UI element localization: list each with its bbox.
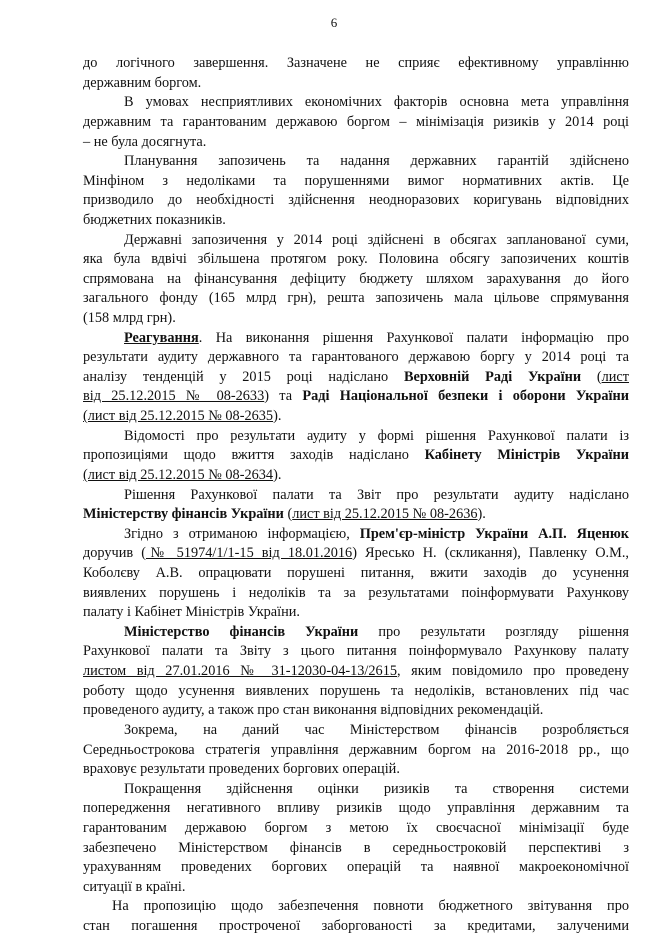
text-line: Зокрема, на даний час Міністерством фінансів розробляється: [124, 721, 629, 738]
letter-reference: (лист від 25.12.2015 № 08-2635: [83, 408, 274, 424]
text-line: державним та гарантованим державою боргом – мінімізація ризиків у 2014 році: [83, 113, 629, 130]
text-line: (лист від 25.12.2015 № 08-2634).: [83, 466, 282, 483]
recipient-name: Верховній Раді України: [403, 368, 582, 385]
text-line: призводило до необхідності здійснення неодноразових коригувань відповідних: [83, 192, 629, 209]
text-line: Міністерству фінансів України (лист від 25.12.2015 № 08-2636).: [83, 506, 486, 523]
text-line: результати аудиту державного та гарантованого державою боргу у 2014 році та: [83, 349, 629, 366]
text-line: Середньострокова стратегія управління державним боргом на 2016-2018 рр., що: [83, 741, 629, 758]
text-line: На пропозицію щодо забезпечення повноти бюджетного звітування про: [112, 898, 629, 915]
letter-reference: № 51974/1/1-15 від 18.01.2016: [145, 545, 353, 562]
letter-reference: (лист від 25.12.2015 № 08-2634: [83, 466, 274, 483]
letter-reference: листом від 27.01.2016 № 31-12030-04-13/2615: [83, 663, 397, 679]
page-number: 6: [330, 15, 338, 30]
text-line: – не була досягнута.: [83, 133, 207, 150]
text-line: листом від 27.01.2016 № 31-12030-04-13/2615, яким повідомило про проведену: [83, 663, 629, 679]
text-line: забезпечено Міністерством фінансів в середньостроковій перспективі з: [83, 839, 629, 856]
letter-reference: лист: [601, 368, 629, 385]
text-line: В умовах несприятливих економічних факторів основна мета управління: [124, 94, 629, 111]
text-line: Згідно з отриманою інформацією, Прем'єр-міністр України А.П. Яценюк: [124, 525, 629, 542]
recipient-name: Кабінету Міністрів України: [424, 447, 629, 464]
text-line: Міністерство фінансів України про результати розгляду рішення: [124, 623, 629, 640]
text-line: бюджетних показників.: [83, 211, 226, 228]
recipient-name: Міністерство фінансів України: [124, 623, 359, 640]
letter-reference: лист від 25.12.2015 № 08-2636: [292, 506, 478, 523]
text-line: Рішення Рахункової палати та Звіт про результати аудиту надіслано: [124, 486, 629, 503]
text-line: враховує результати проведених боргових операцій.: [83, 761, 400, 778]
text-line: яка була вдвічі збільшена протягом року. Половина обсягу запозичених коштів: [83, 251, 629, 268]
text-line: Рахункової палати та Звіту з цього питання поінформувало Рахункову палату: [83, 643, 629, 660]
text-line: Мінфіном з недоліками та порушеннями вимог нормативних актів. Це: [83, 172, 629, 189]
text-line: загального фонду (165 млрд грн), решта запозичень мала цільове спрямування: [83, 290, 629, 307]
text-line: урахуванням проведених боргових операцій та наявної макроекономічної: [83, 859, 629, 876]
text-line: стан погашення простроченої заборгованості за кредитами, залученими: [83, 918, 629, 934]
recipient-name: Раді Національної безпеки і оборони України: [302, 388, 629, 405]
official-name: Прем'єр-міністр України А.П. Яценюк: [359, 525, 629, 542]
text-line: державним боргом.: [83, 74, 202, 91]
text-line: Покращення здійснення оцінки ризиків та створення системи: [124, 780, 629, 797]
text-line: від 25.12.2015 № 08-2633) та Раді Національної безпеки і оборони України: [83, 388, 629, 405]
letter-reference: від 25.12.2015 № 08-2633: [83, 388, 265, 405]
text-line: Відомості про результати аудиту у формі рішення Рахункової палати із: [124, 427, 629, 444]
text-line: аналізу тенденцій у 2015 році надіслано Верховній Раді України (лист: [83, 368, 629, 385]
text-line: роботу щодо усунення виявлених порушень та недоліків, встановлених під час: [83, 682, 629, 699]
text-line: Реагування. На виконання рішення Рахункової палати інформацію про: [124, 329, 629, 346]
text-line: (лист від 25.12.2015 № 08-2635).: [83, 408, 282, 424]
reaction-heading: Реагування: [124, 329, 199, 346]
text-line: (158 млрд грн).: [83, 310, 176, 326]
text-line: палату і Кабінет Міністрів України.: [83, 604, 300, 621]
text-line: доручив (№ 51974/1/1-15 від 18.01.2016) Яресько Н. (скликання), Павленку О.М.,: [83, 545, 629, 562]
text-line: Планування запозичень та надання державних гарантій здійснено: [124, 153, 629, 170]
text-line: виявлених порушень і недоліків та за результатами поінформувати Рахункову: [83, 584, 629, 601]
text-line: проведеного аудиту, а також про стан виконання відповідних рекомендацій.: [83, 702, 544, 719]
text-line: ситуації в країні.: [83, 878, 186, 895]
text-line: до логічного завершення. Зазначене не сприяє ефективному управлінню: [83, 55, 629, 71]
recipient-name: Міністерству фінансів України: [83, 506, 284, 523]
text-line: спрямована на фінансування дефіциту бюджету шляхом зарахування до його: [83, 270, 629, 287]
text-line: гарантованим державою боргом з метою їх своєчасної мінімізації буде: [83, 819, 629, 836]
text-line: попередження негативного впливу ризиків щодо управління державним та: [83, 800, 629, 817]
text-line: Коболєву А.В. опрацювати порушені питання, вжити заходів до усунення: [83, 565, 629, 581]
text-line: Державні запозичення у 2014 році здійснені в обсягах запланованої суми,: [124, 231, 629, 248]
text-line: пропозиціями щодо вжиття заходів надіслано Кабінету Міністрів України: [83, 447, 629, 464]
